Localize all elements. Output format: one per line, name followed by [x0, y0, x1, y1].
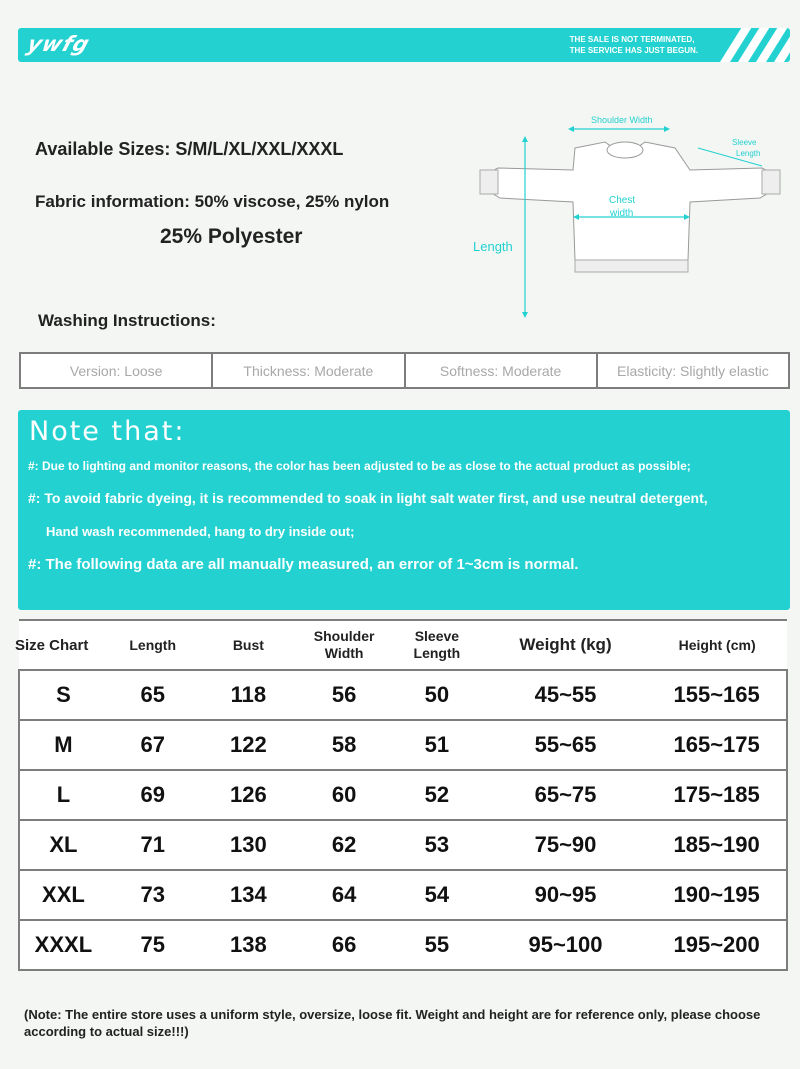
cell-shoulder: 64	[298, 870, 390, 920]
cell-length: 71	[107, 820, 199, 870]
cell-shoulder: 60	[298, 770, 390, 820]
chest-width-label-1: Chest	[609, 195, 636, 206]
cell-bust: 126	[199, 770, 299, 820]
header-weight: Weight (kg)	[484, 620, 647, 670]
cell-height: 165~175	[647, 720, 787, 770]
cell-bust: 130	[199, 820, 299, 870]
cell-weight: 65~75	[484, 770, 647, 820]
cell-height: 155~165	[647, 670, 787, 720]
note-line-washing: #: To avoid fabric dyeing, it is recommended to soak in light salt water first, and use neutral detergent,	[28, 490, 708, 506]
slogan	[570, 34, 698, 56]
cell-weight: 55~65	[484, 720, 647, 770]
sleeve-length-label-2: Length	[736, 149, 761, 158]
cell-bust: 134	[199, 870, 299, 920]
header-sleeve-line-1: Sleeve	[414, 628, 460, 644]
cell-weight: 45~55	[484, 670, 647, 720]
cell-shoulder: 62	[298, 820, 390, 870]
header-length: Length	[107, 620, 199, 670]
chest-width-label-2: width	[610, 208, 634, 219]
cell-length: 67	[107, 720, 199, 770]
cell-length: 65	[107, 670, 199, 720]
cell-weight: 90~95	[484, 870, 647, 920]
header-size-text: Size Chart	[15, 636, 89, 654]
cell-height: 185~190	[647, 820, 787, 870]
cell-shoulder: 66	[298, 920, 390, 970]
cell-height: 175~185	[647, 770, 787, 820]
slogan-line-1: THE SALE IS NOT TERMINATED,	[569, 35, 695, 44]
table-row	[19, 670, 787, 720]
cell-shoulder: 58	[298, 720, 390, 770]
header-height: Height (cm)	[647, 620, 787, 670]
cell-sleeve: 54	[390, 870, 484, 920]
header-shoulder-width	[298, 620, 390, 670]
attr-elasticity: Elasticity: Slightly elastic	[617, 362, 769, 379]
shoulder-width-label: Shoulder Width	[591, 115, 653, 125]
note-line-handwash: Hand wash recommended, hang to dry inside out;	[46, 524, 355, 539]
washing-instructions: Washing Instructions:	[38, 311, 216, 330]
available-sizes: Available Sizes: S/M/L/XL/XXL/XXXL	[35, 139, 344, 159]
fabric-info-polyester: 25% Polyester	[160, 225, 303, 248]
cell-weight: 95~100	[484, 920, 647, 970]
table-row	[19, 720, 787, 770]
size-table	[15, 619, 788, 971]
fabric-info: Fabric information: 50% viscose, 25% nylon	[35, 192, 390, 211]
attr-softness: Softness: Moderate	[406, 354, 598, 387]
cell-size: L	[19, 770, 107, 820]
sweatshirt-outline-icon	[470, 110, 790, 320]
header-bust: Bust	[199, 620, 299, 670]
cell-sleeve: 52	[390, 770, 484, 820]
cell-size: XL	[19, 820, 107, 870]
cell-length: 75	[107, 920, 199, 970]
attr-version: Version: Loose	[21, 354, 213, 387]
header-banner	[18, 28, 790, 62]
size-chart	[15, 619, 788, 971]
header-size	[15, 620, 107, 670]
cell-sleeve: 51	[390, 720, 484, 770]
cell-sleeve: 53	[390, 820, 484, 870]
table-row	[19, 820, 787, 870]
cell-bust: 122	[199, 720, 299, 770]
cell-sleeve: 50	[390, 670, 484, 720]
cell-bust: 138	[199, 920, 299, 970]
table-row	[19, 770, 787, 820]
cell-length: 69	[107, 770, 199, 820]
header-shoulder-line-1: Shoulder	[313, 628, 375, 644]
note-box	[18, 410, 790, 610]
cell-height: 195~200	[647, 920, 787, 970]
cell-weight: 75~90	[484, 820, 647, 870]
cell-bust: 118	[199, 670, 299, 720]
table-header-row	[19, 620, 787, 670]
fabric-attributes	[19, 352, 790, 389]
cell-height: 190~195	[647, 870, 787, 920]
cell-sleeve: 55	[390, 920, 484, 970]
slogan-line-2: THE SERVICE HAS JUST BEGUN.	[569, 46, 698, 55]
cell-shoulder: 56	[298, 670, 390, 720]
cell-length: 73	[107, 870, 199, 920]
attr-thickness: Thickness: Moderate	[213, 354, 405, 387]
footer-note: (Note: The entire store uses a uniform style, oversize, loose fit. Weight and height are for reference only, please choose according to actual size!!!)	[24, 1007, 761, 1039]
note-title: Note that:	[29, 416, 186, 447]
length-label: Length	[473, 239, 513, 254]
cell-size: M	[19, 720, 107, 770]
sleeve-length-label-1: Sleeve	[732, 138, 757, 147]
brand-logo: ywfg	[24, 32, 94, 56]
cell-size: XXXL	[19, 920, 107, 970]
cell-size: S	[19, 670, 107, 720]
header-sleeve-length	[390, 620, 484, 670]
table-row	[19, 870, 787, 920]
header-sleeve-line-2: Length	[413, 645, 461, 661]
note-line-color: #: Due to lighting and monitor reasons, the color has been adjusted to be as close to the actual product as possible;	[28, 459, 691, 473]
header-shoulder-line-2: Width	[324, 645, 364, 661]
cell-size: XXL	[19, 870, 107, 920]
table-row	[19, 920, 787, 970]
note-line-measure: #: The following data are all manually measured, an error of 1~3cm is normal.	[28, 556, 579, 573]
measurement-diagram	[470, 110, 790, 320]
